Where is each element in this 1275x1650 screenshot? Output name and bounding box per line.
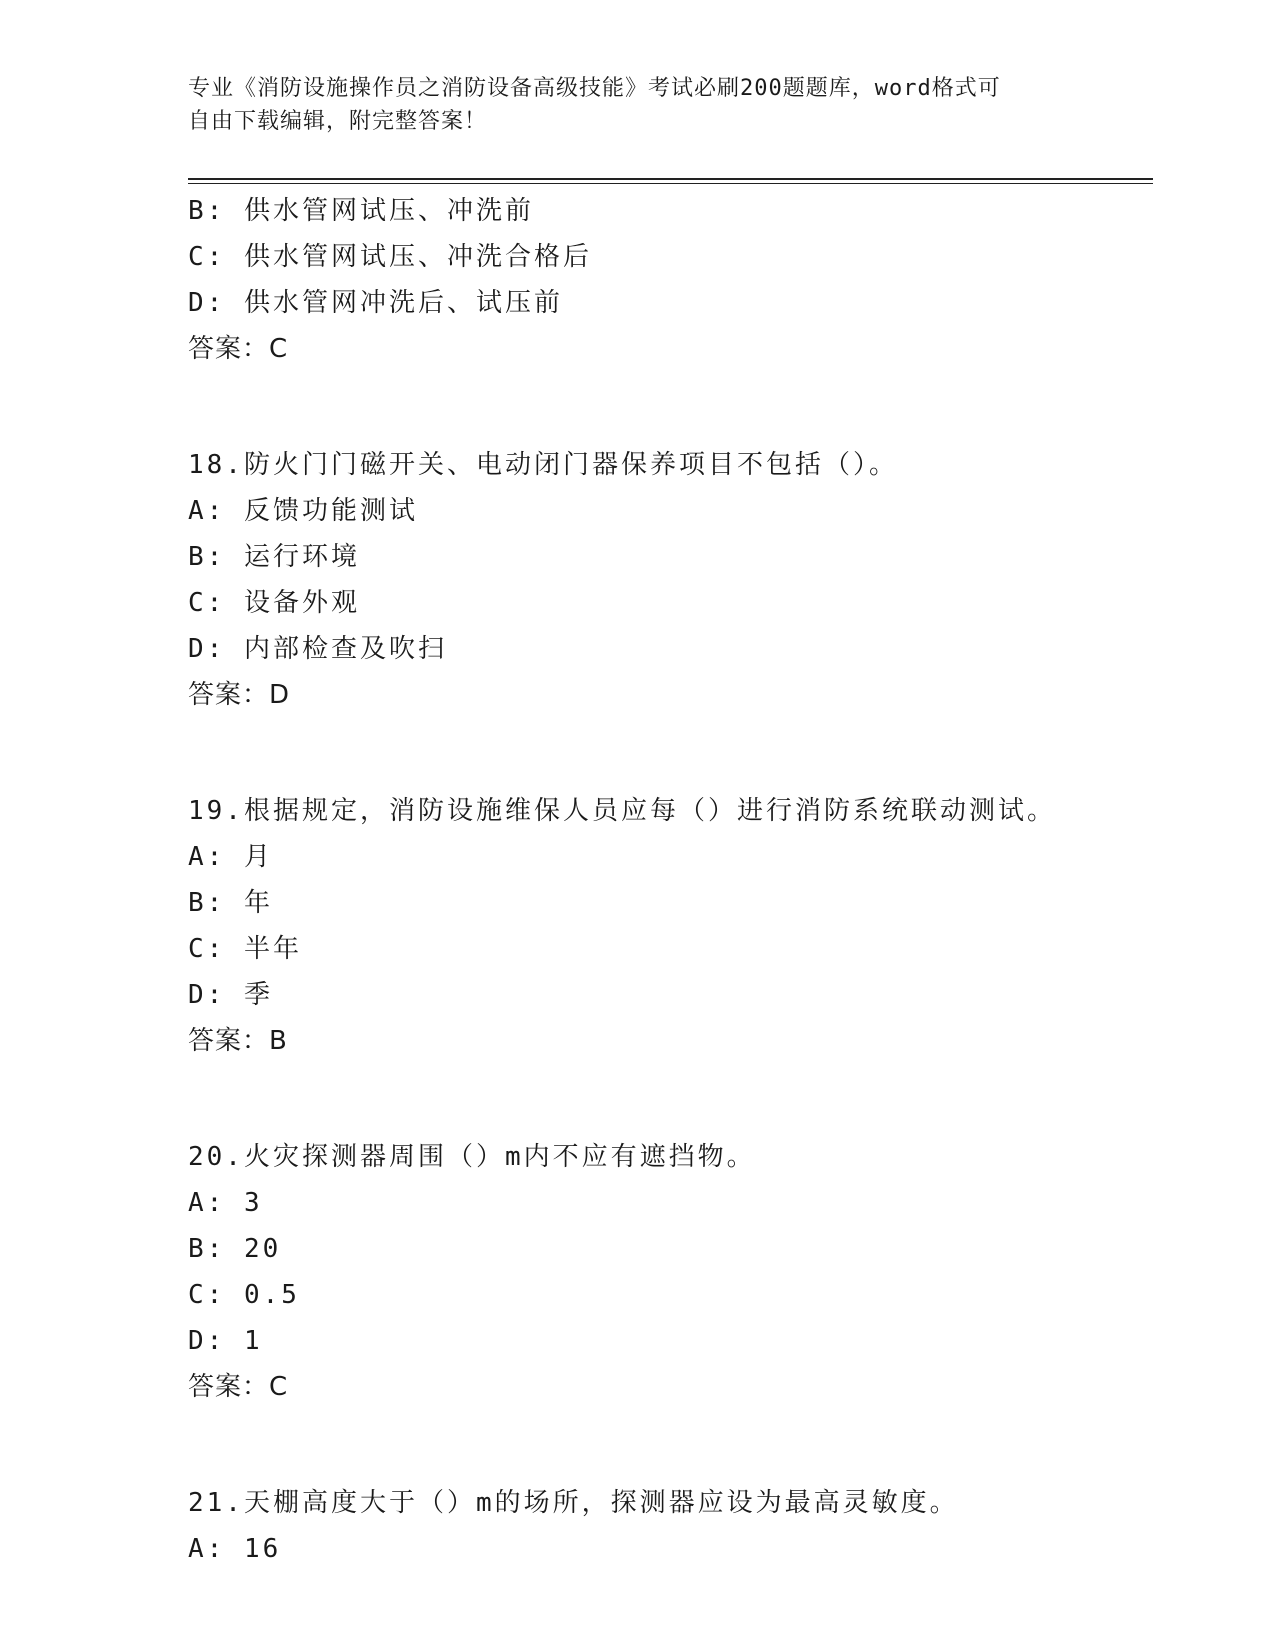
option-text: 0.5 <box>243 1280 300 1310</box>
option-text: 供水管网试压、冲洗前 <box>243 196 534 226</box>
option-text: 反馈功能测试 <box>243 496 418 526</box>
question-stem <box>188 1134 1153 1180</box>
option-text: 供水管网冲洗后、试压前 <box>243 288 563 318</box>
header-title-line-2: 自由下载编辑，附完整答案！ <box>188 109 488 134</box>
option-a <box>188 834 1153 880</box>
option-b <box>188 534 1153 580</box>
option-key: D: <box>188 980 226 1010</box>
option-text: 3 <box>243 1188 263 1218</box>
option-key: B: <box>188 888 226 918</box>
option-key: A: <box>188 496 226 526</box>
option-c <box>188 1272 1153 1318</box>
option-key: C: <box>188 242 226 272</box>
question-number: 20. <box>188 1142 244 1172</box>
question-17-continuation <box>188 188 1153 372</box>
option-key: C: <box>188 588 226 618</box>
option-key: C: <box>188 934 226 964</box>
spacer <box>188 372 1153 442</box>
answer-line: 答案：C <box>188 1372 289 1402</box>
option-key: D: <box>188 1326 226 1356</box>
option-text: 供水管网试压、冲洗合格后 <box>243 242 592 272</box>
header-title-line-1: 专业《消防设施操作员之消防设备高级技能》考试必刷200题题库，word格式可 <box>188 76 1001 101</box>
option-key: B: <box>188 196 226 226</box>
question-number: 21. <box>188 1488 244 1518</box>
option-c <box>188 926 1153 972</box>
answer-line: 答案：B <box>188 1026 288 1056</box>
option-key: A: <box>188 1534 226 1564</box>
question-text: 根据规定，消防设施维保人员应每（）进行消防系统联动测试。 <box>243 796 1056 826</box>
option-text: 20 <box>243 1234 282 1264</box>
option-c <box>188 580 1153 626</box>
question-number: 19. <box>188 796 244 826</box>
option-b <box>188 880 1153 926</box>
question-text: 天棚高度大于（）m的场所，探测器应设为最高灵敏度。 <box>243 1488 959 1518</box>
option-b <box>188 188 1153 234</box>
option-d <box>188 972 1153 1018</box>
option-key: B: <box>188 1234 226 1264</box>
question-text: 防火门门磁开关、电动闭门器保养项目不包括（）。 <box>243 450 898 480</box>
question-21 <box>188 1480 1153 1572</box>
option-d <box>188 1318 1153 1364</box>
question-stem <box>188 442 1153 488</box>
option-text: 内部检查及吹扫 <box>243 634 447 664</box>
option-a <box>188 488 1153 534</box>
option-text: 半年 <box>243 934 302 964</box>
option-b <box>188 1226 1153 1272</box>
option-key: A: <box>188 1188 226 1218</box>
question-number: 18. <box>188 450 244 480</box>
spacer <box>188 1410 1153 1480</box>
option-text: 年 <box>243 888 273 918</box>
option-text: 设备外观 <box>243 588 360 618</box>
option-text: 月 <box>243 842 273 872</box>
header-divider-thick <box>188 178 1153 180</box>
option-text: 运行环境 <box>243 542 360 572</box>
question-text: 火灾探测器周围（）m内不应有遮挡物。 <box>243 1142 756 1172</box>
option-a <box>188 1180 1153 1226</box>
spacer <box>188 718 1153 788</box>
question-20 <box>188 1134 1153 1410</box>
option-text: 16 <box>243 1534 282 1564</box>
option-key: D: <box>188 288 226 318</box>
header-divider-thin <box>188 183 1153 184</box>
document-header <box>188 72 1078 138</box>
answer-line: 答案：C <box>188 334 289 364</box>
option-d <box>188 280 1153 326</box>
option-key: D: <box>188 634 226 664</box>
option-text: 季 <box>243 980 273 1010</box>
question-stem <box>188 788 1153 834</box>
question-list <box>188 188 1153 1572</box>
answer-line: 答案：D <box>188 680 291 710</box>
option-text: 1 <box>243 1326 263 1356</box>
question-19 <box>188 788 1153 1064</box>
spacer <box>188 1064 1153 1134</box>
option-d <box>188 626 1153 672</box>
option-key: B: <box>188 542 226 572</box>
question-18 <box>188 442 1153 718</box>
option-key: C: <box>188 1280 226 1310</box>
question-stem <box>188 1480 1153 1526</box>
option-key: A: <box>188 842 226 872</box>
option-c <box>188 234 1153 280</box>
option-a <box>188 1526 1153 1572</box>
